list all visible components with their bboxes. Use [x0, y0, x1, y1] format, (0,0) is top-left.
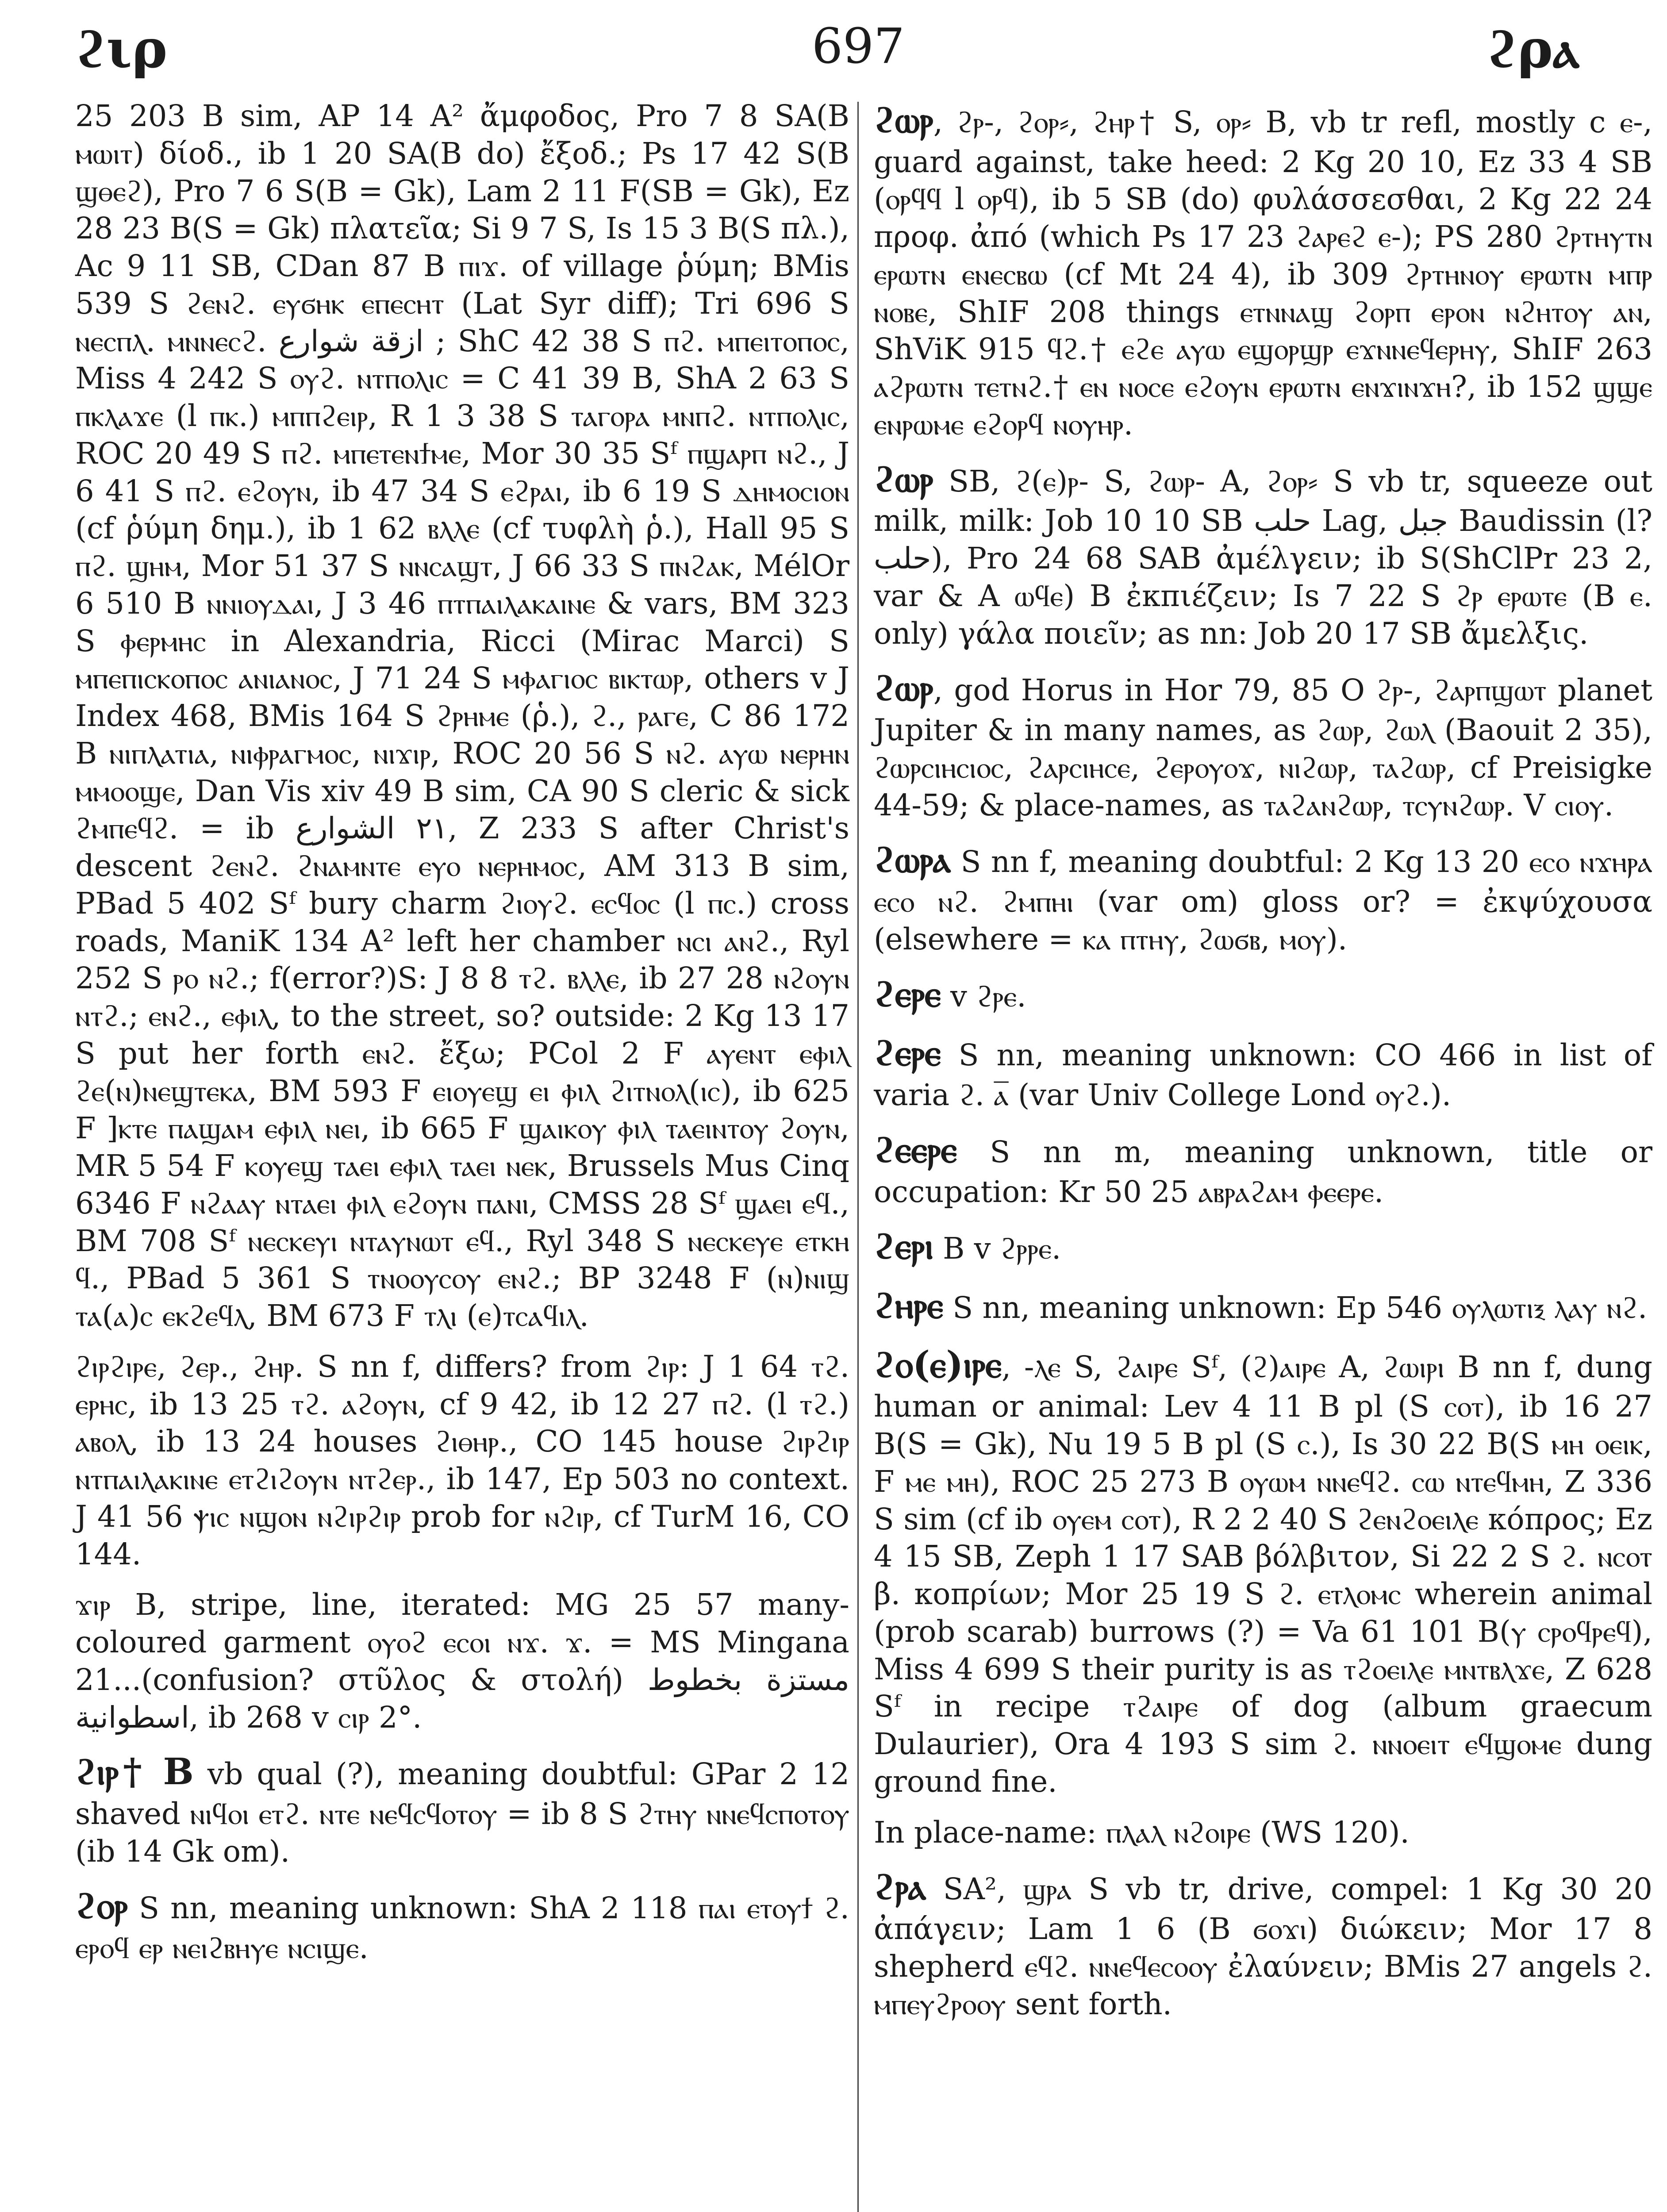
entry-text: ϩⲓⲣϩⲓⲣⲉ, ϩⲉⲣ., ϩⲏⲣ. S nn f, differs? from ϩⲓⲣ: J 1 64 ⲧϩ. ⲉⲣⲏⲥ, ib 13 25 ⲧϩ. ⲁϩⲟⲩⲛ, cf 9 42, ib 12 27 ⲡϩ. (l ⲧϩ.) ⲁⲃⲟⲗ, ib 13 24 houses ϩⲓⲑⲏⲣ., CO 145 house ϩⲓⲣϩⲓⲣ ⲛⲧⲡⲁⲓⲗⲁⲕⲓⲛⲉ ⲉⲧϩⲓϩⲟⲩⲛ ⲛⲧϩⲉⲣ., ib 147, Ep 503 no context. J 41 56 ⲯⲓⲥ ⲛϣⲟⲛ ⲛϩⲓⲣϩⲓⲣ prob for ⲛϩⲓⲣ, cf TurM 16, CO 144.: [75, 1349, 849, 1571]
entry-djir: [75, 1586, 849, 1736]
entry-here: [874, 1030, 1652, 1114]
entry-headword: ϩⲱⲣ: [874, 457, 933, 500]
header-left-guide-word: ϩιρ: [75, 18, 168, 80]
entry-text: In place-name: ⲡⲗⲁⲗ ⲛϩⲟⲓⲣⲉ (WS 120).: [874, 1815, 1410, 1850]
entry-continuation: [75, 97, 849, 1335]
page-number: 697: [812, 18, 905, 74]
entry-place-name: [874, 1814, 1652, 1851]
entry-headword: ϩⲉⲣⲉ: [874, 972, 941, 1015]
entry-hirhire: [75, 1348, 849, 1573]
entry-heri: [874, 1224, 1652, 1270]
entry-hor: [75, 1883, 849, 1966]
entry-hra: [874, 1864, 1652, 2023]
entry-text: , god Horus in Hor 79, 85 O ϩⲣ-, ϩⲁⲣⲡϣⲱⲧ planet Jupiter & in many names, as ϩⲱⲣ, ϩⲱⲗ (Baouit 2 35), ϩⲱⲣⲥⲓⲏⲥⲓⲟⲥ, ϩⲁⲣⲥⲓⲏⲥⲉ, ϩⲉⲣⲟⲩⲟϫ, ⲛⲓϩⲱⲣ, ⲧⲁϩⲱⲣ, cf Preisigke 44-59; & place-names, as ⲧⲁϩⲁⲛϩⲱⲣ, ⲧⲥⲩⲛϩⲱⲣ. V ⲥⲓⲟⲩ.: [874, 673, 1652, 822]
entry-headword: ϩⲉⲣⲓ: [874, 1225, 933, 1268]
entry-heere: [874, 1127, 1652, 1210]
left-column: [75, 97, 849, 1980]
entry-hir-qual: [75, 1749, 849, 1870]
entry-text: , ϩⲣ-, ϩⲟⲣ⸗, ϩⲏⲣ† S, ⲟⲣ⸗ B, vb tr refl, mostly c ⲉ-, guard against, take heed: 2 Kg 20 10, Ez 33 4 SB (ⲟⲣϥϥ l ⲟⲣϥ), ib 5 SB (do) φυλάσσεσθαι, 2 Kg 22 24 προφ. ἀπό (which Ps 17 23 ϩⲁⲣⲉϩ ⲉ-); PS 280 ϩⲣⲧⲏⲩⲧⲛ ⲉⲣⲱⲧⲛ ⲉⲛⲉⲥⲃⲱ (cf Mt 24 4), ib 309 ϩⲣⲧⲏⲛⲟⲩ ⲉⲣⲱⲧⲛ ⲙⲡⲣ ⲛⲟⲃⲉ, ShIF 208 things ⲉⲧⲛⲛⲁϣ ϩⲟⲣⲡ ⲉⲣⲟⲛ ⲛϩⲏⲧⲟⲩ ⲁⲛ, ShViK 915 ϥϩ.† ⲉϩⲉ ⲁⲩⲱ ⲉϣⲟⲣϣⲣ ⲉϫⲛⲛⲉϥⲉⲣⲏⲩ, ShIF 263 ⲁϩⲣⲱⲧⲛ ⲧⲉⲧⲛϩ.† ⲉⲛ ⲛⲟⲥⲉ ⲉϩⲟⲩⲛ ⲉⲣⲱⲧⲛ ⲉⲛϫⲓⲛϫⲏ?, ib 152 ϣϣⲉ ⲉⲛⲣⲱⲙⲉ ⲉϩⲟⲣϥ ⲛⲟⲩⲏⲣ.: [874, 105, 1652, 442]
entry-headword: ϩⲓⲣ† B: [75, 1751, 194, 1793]
entry-text: , -ⲗⲉ S, ϩⲁⲓⲣⲉ Sᶠ, (ϩ)ⲁⲓⲣⲉ A, ϩⲱⲓⲣⲓ B nn f, dung human or animal: Lev 4 11 B pl (S ⲥⲟⲧ), ib 16 27 B(S = Gk), Nu 19 5 B pl (S ⲥ.), Is 30 22 B(S ⲙⲏ ⲟⲉⲓⲕ, F ⲙⲉ ⲙⲏ), ROC 25 273 B ⲟⲩⲱⲙ ⲛⲛⲉϥϩ. ⲥⲱ ⲛⲧⲉϥⲙⲏ, Z 336 S sim (cf ib ⲟⲩⲉⲙ ⲥⲟⲧ), R 2 2 40 S ϩⲉⲛϩⲟⲉⲓⲗⲉ κόπρος; Ez 4 15 SB, Zeph 1 17 SAB βόλβιτον, Si 22 2 S ϩ. ⲛⲥⲟⲧ β. κοπρίων; Mor 25 19 S ϩ. ⲉⲧⲗⲟⲙⲥ wherein animal (prob scarab) burrows (?) = Va 61 101 B(ⲩ ⲥⲣⲟϥⲣⲉϥ), Miss 4 699 S their purity is as ⲧϩⲟⲉⲓⲗⲉ ⲙⲛⲧⲃⲗϫⲉ, Z 628 Sᶠ in recipe ⲧϩⲁⲓⲣⲉ of dog (album graecum Dulaurier), Ora 4 193 S sim ϩ. ⲛⲛⲟⲉⲓⲧ ⲉϥϣⲟⲙⲉ dung ground fine.: [874, 1349, 1652, 1799]
entry-headword: ϩⲱⲣ: [874, 667, 933, 710]
header-right-guide-word: ϩρⲁ: [1486, 18, 1579, 80]
entry-text: S nn, meaning unknown: CO 466 in list of varia ϩ. ⲁ̅ (var Univ College Lond ⲟⲩϩ.).: [874, 1038, 1652, 1113]
entry-hor-milk: [874, 457, 1652, 653]
entry-text: v ϩⲣⲉ.: [941, 979, 1026, 1014]
entry-hora: [874, 837, 1652, 958]
entry-text: ϫⲓⲣ B, stripe, line, iterated: MG 25 57 many-coloured garment ⲟⲩⲟϩ ⲉⲥⲟⲓ ⲛϫ. ϫ. = MS Mingana 21...(confusion? στῦλος & στολή) مستزة بخطوط اسطوانية, ib 268 v ⲥⲓⲣ 2°.: [75, 1587, 849, 1735]
entry-hor-guard: [874, 97, 1652, 443]
entry-headword: ϩⲟ(ⲉ)ⲓⲣⲉ: [874, 1343, 1002, 1386]
right-column: [874, 97, 1652, 2036]
entry-text: B v ϩⲣⲣⲉ.: [933, 1231, 1061, 1266]
entry-text: SA², ϣⲣⲁ S vb tr, drive, compel: 1 Kg 30 20 ἀπάγειν; Lam 1 6 (B ϭⲟϫⲓ) διώκειν; Mor 17 8 shepherd ⲉϥϩ. ⲛⲛⲉϥⲉⲥⲟⲟⲩ ἐλαύνειν; BMis 27 angels ϩ. ⲙⲡⲉⲩϩⲣⲟⲟⲩ sent forth.: [874, 1872, 1652, 2021]
entry-text: S nn f, meaning doubtful: 2 Kg 13 20 ⲉⲥⲟ ⲛϫⲏⲣⲁ ⲉⲥⲟ ⲛϩ. ϩⲙⲡⲏⲓ (var om) gloss or? = ἐκψύχουσα (elsewhere = ⲕⲁ ⲡⲧⲏⲩ, ϩⲱϭⲃ, ⲙⲟⲩ).: [874, 845, 1652, 956]
entry-text: 25 203 B sim, AP 14 A² ἄμφοδος, Pro 7 8 SA(B ⲙⲱⲓⲧ) δίοδ., ib 1 20 SA(B do) ἔξοδ.; Ps 17 42 S(B ϣⲑⲉϩ), Pro 7 6 S(B = Gk), Lam 2 11 F(SB = Gk), Ez 28 23 B(S = Gk) πλατεῖα; Si 9 7 S, Is 15 3 B(S πλ.), Ac 9 11 SB, CDan 87 B ⲡⲓϫ. of village ῥύμη; BMis 539 S ϩⲉⲛϩ. ⲉⲩϭⲏⲕ ⲉⲡⲉⲥⲏⲧ (Lat Syr diff); Tri 696 S ⲛⲉⲥⲡⲗ. ⲙⲛⲛⲉⲥϩ. ازقة شوارع ; ShC 42 38 S ⲡϩ. ⲙⲡⲉⲓⲧⲟⲡⲟⲥ, Miss 4 242 S ⲟⲩϩ. ⲛⲧⲡⲟⲗⲓⲥ = C 41 39 B, ShA 2 63 S ⲡⲕⲗⲁϫⲉ (l ⲡⲕ.) ⲙⲡⲡϩⲉⲓⲣ, R 1 3 38 S ⲧⲁⲅⲟⲣⲁ ⲙⲛⲡϩ. ⲛⲧⲡⲟⲗⲓⲥ, ROC 20 49 S ⲡϩ. ⲙⲡⲉⲧⲉⲛϯⲙⲉ, Mor 30 35 Sᶠ ⲡϣⲁⲣⲡ ⲛϩ., J 6 41 S ⲡϩ. ⲉϩⲟⲩⲛ, ib 47 34 S ⲉϩⲣⲁⲓ, ib 6 19 S ⲇⲏⲙⲟⲥⲓⲟⲛ (cf ῥύμη δημ.), ib 1 62 ⲃⲗⲗⲉ (cf τυφλὴ ῥ.), Hall 95 S ⲡϩ. ϣⲏⲙ, Mor 51 37 S ⲛⲛⲥⲁϣⲧ, J 66 33 S ⲡⲛϩⲁⲕ, MélOr 6 510 B ⲛⲛⲓⲟⲩⲇⲁⲓ, J 3 46 ⲡⲧⲡⲁⲓⲗⲁⲕⲁⲓⲛⲉ & vars, BM 323 S ⲫⲉⲣⲙⲏⲥ in Alexandria, Ricci (Mirac Marci) S ⲙⲡⲉⲡⲓⲥⲕⲟⲡⲟⲥ ⲁⲛⲓⲁⲛⲟⲥ, J 71 24 S ⲙⲫⲁⲅⲓⲟⲥ ⲃⲓⲕⲧⲱⲣ, others v J Index 468, BMis 164 S ϩⲣⲏⲙⲉ (ῥ.), ϩ., ⲣⲁⲅⲉ, C 86 172 B ⲛⲓⲡⲗⲁⲧⲓⲁ, ⲛⲓⲫⲣⲁⲅⲙⲟⲥ, ⲛⲓϫⲓⲣ, ROC 20 56 S ⲛϩ. ⲁⲩⲱ ⲛⲉⲣⲏⲛ ⲙⲙⲟⲟϣⲉ, Dan Vis xiv 49 B sim, CA 90 S cleric & sick ϩⲙⲡⲉϥϩ. = ib ٢١ الشوارع, Z 233 S after Christ's descent ϩⲉⲛϩ. ϩⲛⲁⲙⲛⲧⲉ ⲉⲩⲟ ⲛⲉⲣⲏⲙⲟⲥ, AM 313 B sim, PBad 5 402 Sᶠ bury charm ϩⲓⲟⲩϩ. ⲉⲥϥⲟⲥ (l ⲡⲥ.) cross roads, ManiK 134 A² left her chamber ⲛⲥⲓ ⲁⲛϩ., Ryl 252 S ⲣⲟ ⲛϩ.; f(error?)S: J 8 8 ⲧϩ. ⲃⲗⲗⲉ, ib 27 28 ⲛϩⲟⲩⲛ ⲛⲧϩ.; ⲉⲛϩ., ⲉⲫⲓⲗ, to the street, so? outside: 2 Kg 13 17 S put her forth ⲉⲛϩ. ἔξω; PCol 2 F ⲁⲩⲉⲛⲧ ⲉⲫⲓⲗ ϩⲉ(ⲛ)ⲛⲉϣⲧⲉⲕⲁ, BM 593 F ⲉⲓⲟⲩⲉϣ ⲉⲓ ⲫⲓⲗ ϩⲓⲧⲛⲟⲗ(ⲓⲥ), ib 625 F ]ⲕⲧⲉ ⲡⲁϣⲁⲙ ⲉⲫⲓⲗ ⲛⲉⲓ, ib 665 F ϣⲁⲓⲕⲟⲩ ⲫⲓⲗ ⲧⲁⲉⲓⲛⲧⲟⲩ ϩⲟⲩⲛ, MR 5 54 F ⲕⲟⲩⲉϣ ⲧⲁⲉⲓ ⲉⲫⲓⲗ ⲧⲁⲉⲓ ⲛⲉⲕ, Brussels Mus Cinq 6346 F ⲛϩⲁⲁⲩ ⲛⲧⲁⲉⲓ ⲫⲓⲗ ⲉϩⲟⲩⲛ ⲡⲁⲛⲓ, CMSS 28 Sᶠ ϣⲁⲉⲓ ⲉϥ., BM 708 Sᶠ ⲛⲉⲥⲕⲉⲩⲓ ⲛⲧⲁⲩⲛⲱⲧ ⲉϥ., Ryl 348 S ⲛⲉⲥⲕⲉⲩⲉ ⲉⲧⲕⲏ ϥ., PBad 5 361 S ⲧⲛⲟⲟⲩⲥⲟⲩ ⲉⲛϩ.; BP 3248 F (ⲛ)ⲛⲓϣ ⲧⲁ(ⲁ)ⲥ ⲉⲕϩⲉϥⲗ, BM 673 F ⲧⲗⲓ (ⲉ)ⲧⲥⲁϥⲓⲗ.: [75, 99, 849, 1333]
entry-text: S nn m, meaning unknown, title or occupation: Kr 50 25 ⲁⲃⲣⲁϩⲁⲙ ⲫⲉⲉⲣⲉ.: [874, 1134, 1652, 1209]
entry-hre: [874, 1283, 1652, 1329]
entry-text: vb qual (?), meaning doubtful: GPar 2 12 shaved ⲛⲓϥⲟⲓ ⲉⲧϩ. ⲛⲧⲉ ⲛⲉϥⲥϥⲟⲧⲟⲩ = ib 8 S ϩⲧⲏⲩ ⲛⲛⲉϥⲥⲡⲟⲧⲟⲩ (ib 14 Gk om).: [75, 1757, 849, 1869]
entry-here-ref: [874, 972, 1652, 1018]
entry-headword: ϩⲉⲣⲉ: [874, 1032, 941, 1075]
page-header: [75, 18, 1641, 102]
entry-hor-horus: [874, 665, 1652, 824]
entry-headword: ϩⲱⲣⲁ: [874, 838, 951, 881]
entry-hoire: [874, 1342, 1652, 1801]
entry-headword: ϩⲟⲣ: [75, 1885, 128, 1928]
entry-headword: ϩⲣⲁ: [874, 1866, 926, 1909]
entry-headword: ϩⲉⲉⲣⲉ: [874, 1128, 957, 1171]
column-divider: [857, 102, 859, 2212]
entry-text: SB, ϩ(ⲉ)ⲣ- S, ϩⲱⲣ- A, ϩⲟⲣ⸗ S vb tr, squeeze out milk, milk: Job 10 10 SB حلب Lag, جبل Baudissin (l? حلب), Pro 24 68 SAB ἀμέλγειν; ib S(ShClPr 23 2, var & A ⲱϥⲉ) B ἐκπιέζειν; Is 7 22 S ϩⲣ ⲉⲣⲱⲧⲉ (B ⲉ. only) γάλα ποιεῖν; as nn: Job 20 17 SB ἄμελξις.: [874, 464, 1653, 651]
entry-headword: ϩⲏⲣⲉ: [874, 1284, 943, 1327]
entry-headword: ϩⲱⲣ: [874, 99, 933, 141]
entry-text: S nn, meaning unknown: Ep 546 ⲟⲩⲗⲱⲧⲓⲝ ⲗⲁⲩ ⲛϩ.: [943, 1290, 1648, 1325]
entry-text: S nn, meaning unknown: ShA 2 118 ⲡⲁⲓ ⲉⲧⲟⲩϯ ϩ. ⲉⲣⲟϥ ⲉⲣ ⲛⲉⲓϩⲃⲏⲩⲉ ⲛⲥⲓϣⲉ.: [75, 1891, 849, 1966]
